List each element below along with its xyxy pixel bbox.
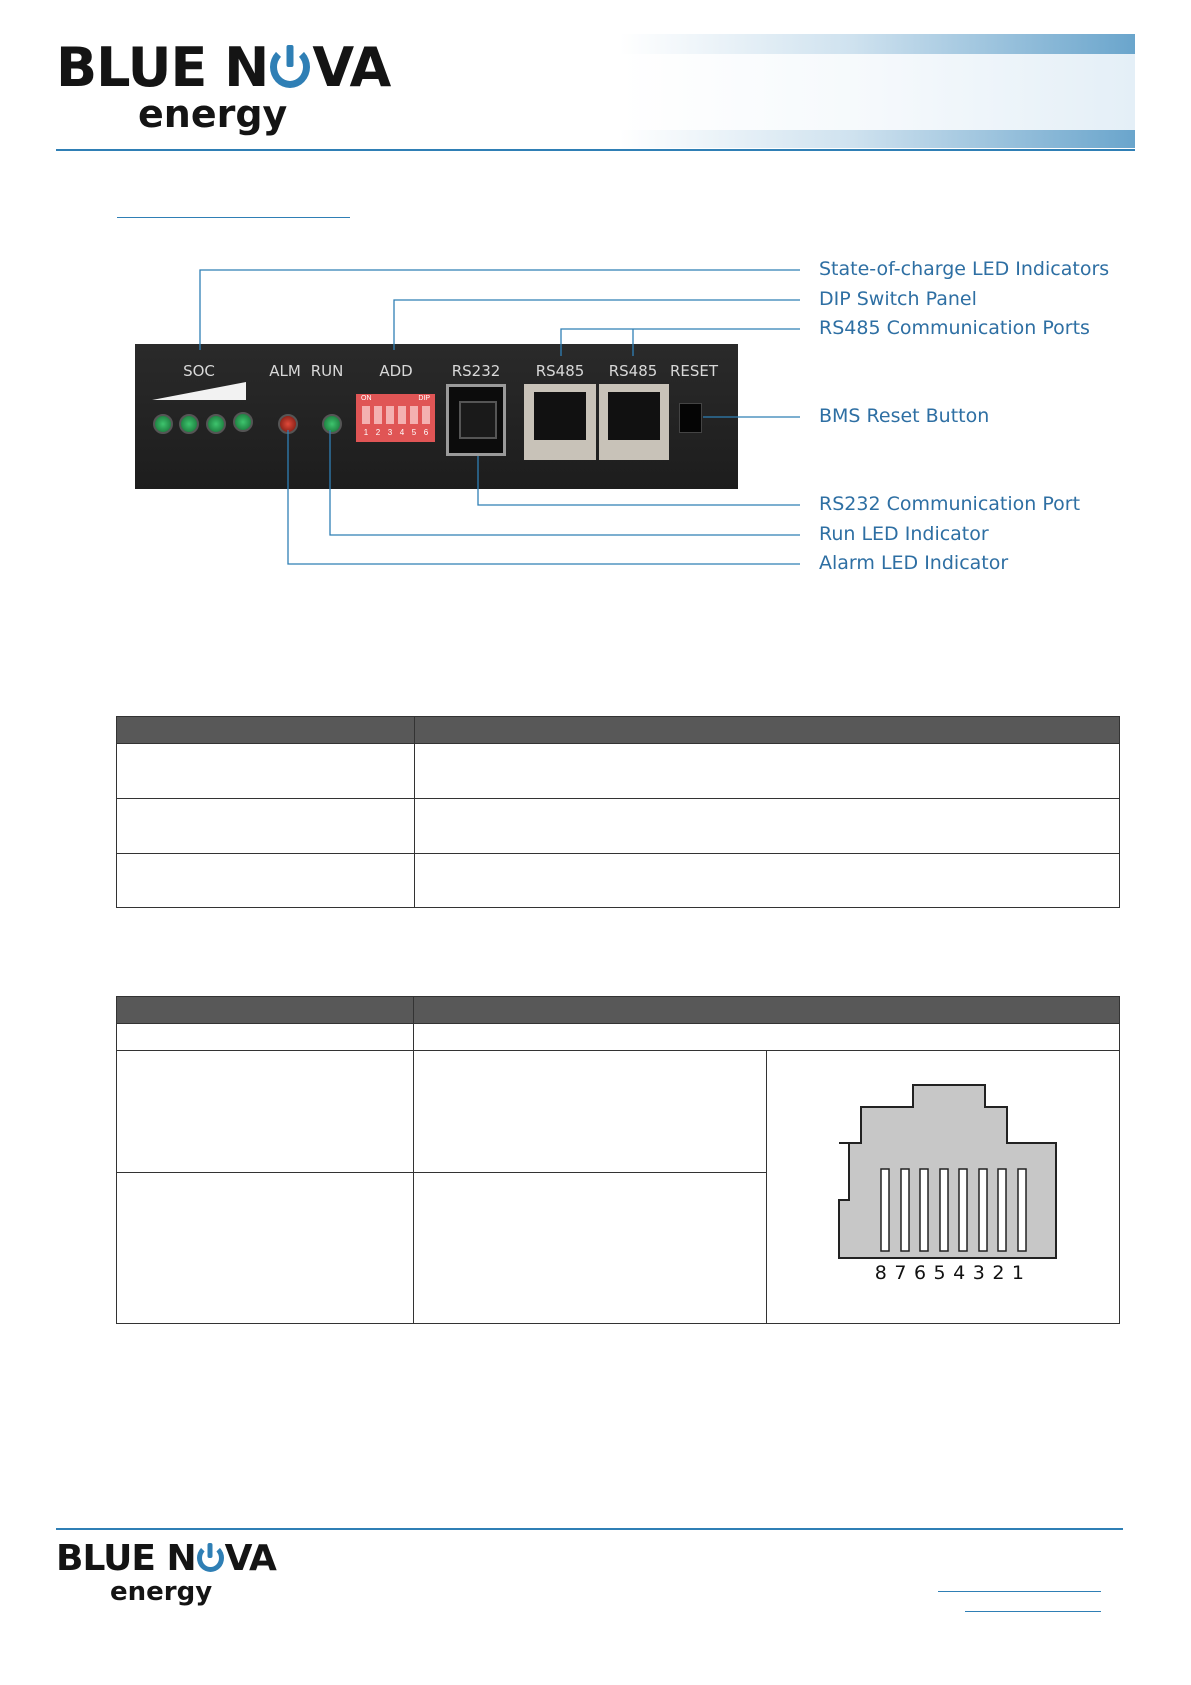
callout-rs232-port: RS232 Communication Port xyxy=(819,493,1081,515)
table-cell xyxy=(117,1173,414,1324)
rj45-pin xyxy=(901,1169,909,1251)
dip-number: 1 xyxy=(363,428,369,437)
table-cell xyxy=(117,1051,414,1173)
footer-link-underline-1 xyxy=(938,1591,1101,1592)
table-header-cell xyxy=(415,717,1120,744)
logo-tagline: energy xyxy=(138,92,288,136)
logo-text-part2: VA xyxy=(312,36,391,99)
rj45-pinout-cell xyxy=(767,1051,1120,1324)
panel-label-rs485-2: RS485 xyxy=(608,362,658,380)
pin-number: 8 xyxy=(874,1262,887,1284)
table-header-cell xyxy=(117,717,415,744)
rj45-pin xyxy=(920,1169,928,1251)
panel-label-rs232: RS232 xyxy=(451,362,501,380)
rj45-pin xyxy=(979,1169,987,1251)
panel-label-reset: RESET xyxy=(669,362,719,380)
table-cell xyxy=(415,799,1120,854)
callout-run-led: Run LED Indicator xyxy=(819,523,989,545)
callout-alarm-led: Alarm LED Indicator xyxy=(819,552,1009,574)
panel-label-alm: ALM xyxy=(269,362,301,380)
pin-number: 1 xyxy=(1011,1262,1024,1284)
table-cell xyxy=(117,799,415,854)
callout-rs485-ports: RS485 Communication Ports xyxy=(819,317,1090,339)
footer-power-icon xyxy=(197,1544,224,1572)
table-row xyxy=(117,1051,1120,1173)
rj45-pin xyxy=(1018,1169,1026,1251)
rj45-pin xyxy=(940,1169,948,1251)
dip-number: 5 xyxy=(411,428,417,437)
dip-label: DIP xyxy=(418,395,430,402)
dip-number: 2 xyxy=(375,428,381,437)
rj45-pin xyxy=(881,1169,889,1251)
callout-soc-led: State-of-charge LED Indicators xyxy=(819,258,1110,280)
table-cell xyxy=(117,744,415,799)
table-header-row xyxy=(117,717,1120,744)
table-cell xyxy=(415,744,1120,799)
callout-dip-switch: DIP Switch Panel xyxy=(819,288,977,310)
table-row xyxy=(117,854,1120,908)
dip-number: 3 xyxy=(387,428,393,437)
pin-number: 5 xyxy=(933,1262,946,1284)
dip-number: 6 xyxy=(423,428,429,437)
indicator-table xyxy=(116,716,1120,908)
pin-number: 4 xyxy=(953,1262,966,1284)
footer-logo-wordmark xyxy=(56,1538,276,1579)
rj45-pin xyxy=(998,1169,1006,1251)
dip-number: 4 xyxy=(399,428,405,437)
table-cell xyxy=(117,1024,414,1051)
dip-on-label: ON xyxy=(361,395,372,402)
table-header-row xyxy=(117,997,1120,1024)
pin-number: 7 xyxy=(894,1262,907,1284)
table-cell xyxy=(415,854,1120,908)
footer-logo-text-part2: VA xyxy=(224,1538,276,1579)
footer-rule xyxy=(56,1528,1123,1530)
table-row xyxy=(117,744,1120,799)
rj45-pin-numbers xyxy=(871,1262,1028,1284)
table-cell xyxy=(414,1173,767,1324)
table-row xyxy=(117,1024,1120,1051)
table-row xyxy=(117,799,1120,854)
panel-label-run: RUN xyxy=(310,362,344,380)
table-cell xyxy=(414,1024,1120,1051)
pin-number: 3 xyxy=(972,1262,985,1284)
table-header-cell xyxy=(117,997,414,1024)
footer-link-underline-2 xyxy=(965,1611,1101,1612)
panel-label-soc: SOC xyxy=(183,362,215,380)
pin-number: 2 xyxy=(992,1262,1005,1284)
panel-label-add: ADD xyxy=(379,362,413,380)
pin-number: 6 xyxy=(913,1262,927,1284)
callout-reset-button: BMS Reset Button xyxy=(819,405,990,427)
panel-label-rs485-1: RS485 xyxy=(535,362,585,380)
rj45-pin xyxy=(959,1169,967,1251)
table-header-cell xyxy=(414,997,1120,1024)
port-pinout-table xyxy=(116,996,1120,1324)
footer-logo-tagline: energy xyxy=(110,1577,213,1607)
table-cell xyxy=(117,854,415,908)
footer-logo-text-part1: BLUE N xyxy=(56,1538,196,1579)
logo-text-part1: BLUE N xyxy=(56,36,269,99)
table-cell xyxy=(414,1051,767,1173)
